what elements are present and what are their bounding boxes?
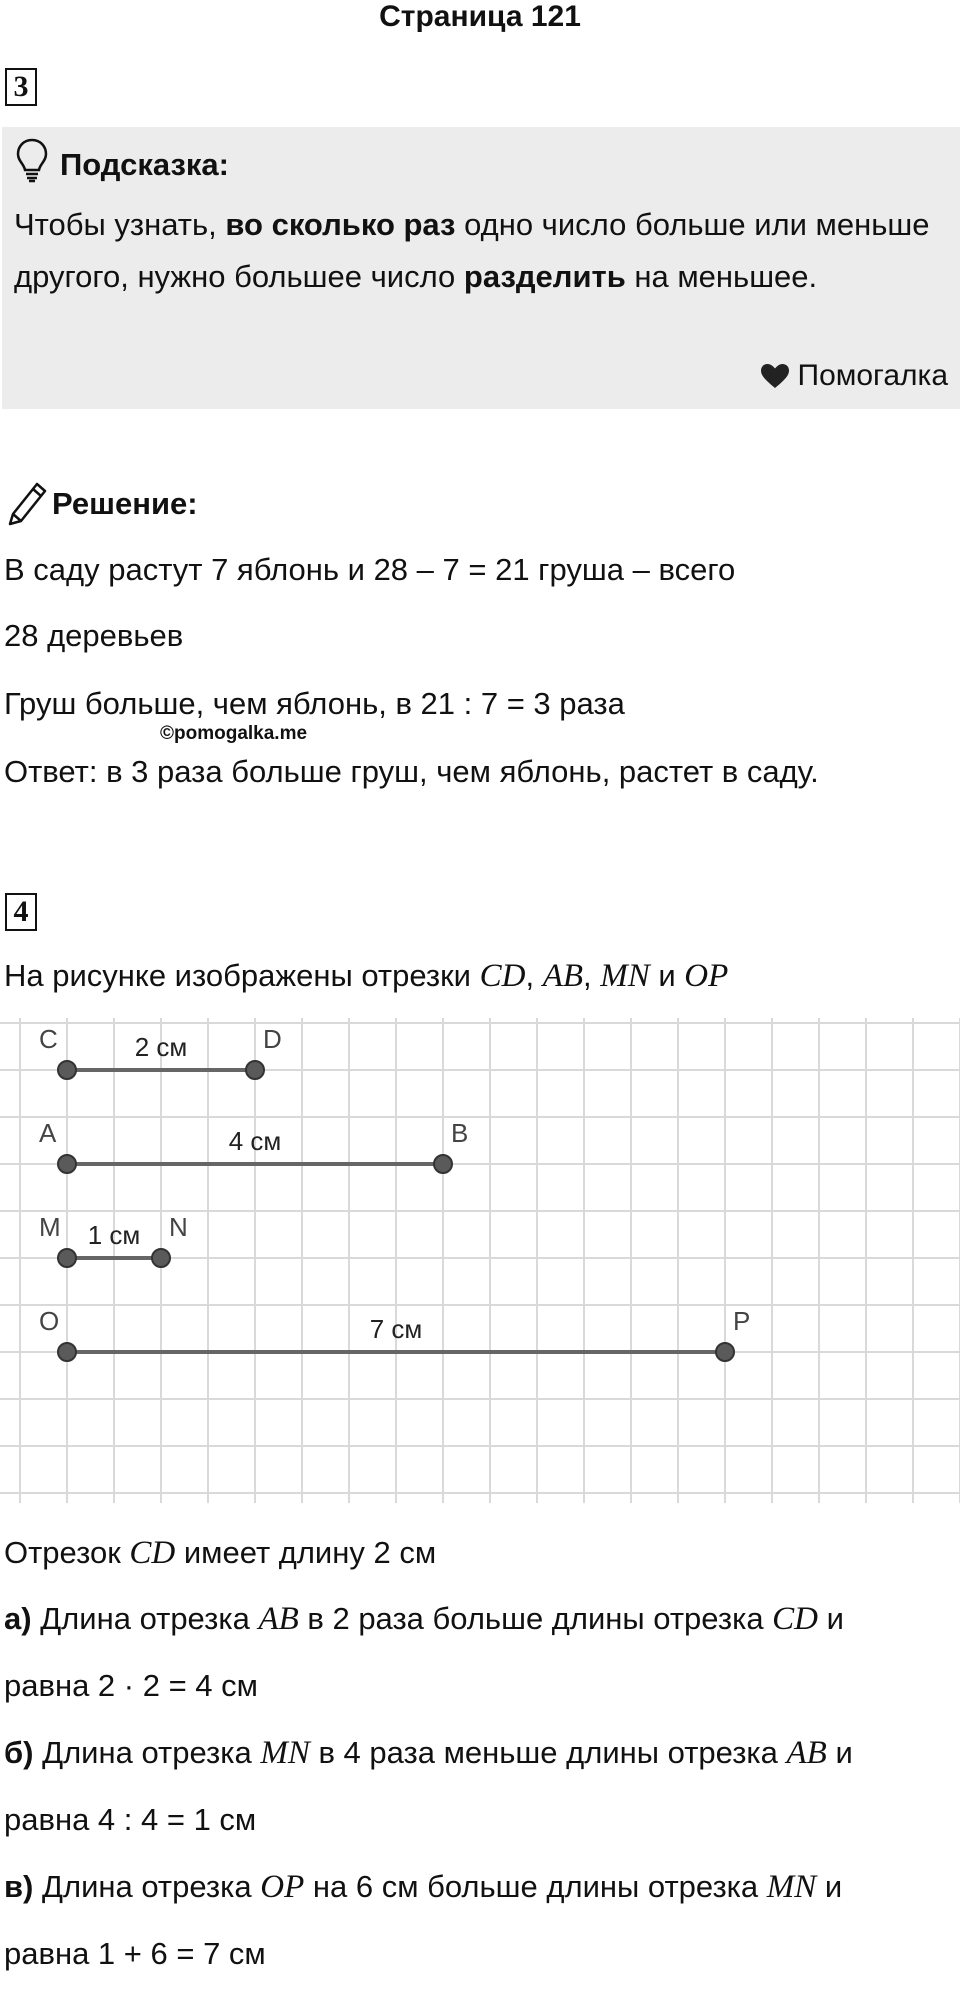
answer-line: Ответ: в 3 раза больше груш, чем яблонь, растет в саду.: [4, 754, 819, 789]
point-P: [716, 1343, 734, 1361]
item-c: в) Длина отрезка OP на 6 см больше длины отрезка MN и: [4, 1869, 843, 1905]
pencil-icon: [5, 478, 49, 526]
hint-bold-2: разделить: [463, 259, 626, 294]
item-a: а) Длина отрезка AB в 2 раза больше длины отрезка CD и: [4, 1601, 844, 1637]
point-label-B: B: [451, 1118, 469, 1148]
point-O: [58, 1343, 76, 1361]
item-a-line2: равна 2 · 2 = 4 см: [4, 1668, 258, 1703]
task-number-4: 4: [5, 893, 37, 931]
item-b-line2: равна 4 : 4 = 1 см: [4, 1802, 257, 1837]
lightbulb-icon: [14, 137, 50, 183]
point-B: [434, 1155, 452, 1173]
point-M: [58, 1249, 76, 1267]
point-label-D: D: [263, 1024, 282, 1054]
solution-line-1: В саду растут 7 яблонь и 28 – 7 = 21 груша – всего: [4, 552, 736, 587]
point-label-A: A: [39, 1118, 57, 1148]
statement-cd: Отрезок CD имеет длину 2 см: [4, 1535, 437, 1571]
point-label-O: O: [39, 1306, 60, 1336]
item-c-line2: равна 1 + 6 = 7 см: [4, 1936, 266, 1971]
length-label-AB: 4 см: [228, 1126, 282, 1156]
page-title: Страница 121: [379, 0, 581, 33]
point-C: [58, 1061, 76, 1079]
solution-line-2: 28 деревьев: [4, 618, 184, 653]
hint-box: [2, 127, 960, 409]
hint-title: Подсказка:: [60, 147, 229, 182]
point-label-N: N: [169, 1212, 188, 1242]
item-b: б) Длина отрезка MN в 4 раза меньше длины отрезка AB и: [4, 1735, 853, 1771]
point-N: [152, 1249, 170, 1267]
point-A: [58, 1155, 76, 1173]
hint-text: Чтобы узнать, во сколько раз одно число больше или меньше другого, нужно большее число разделить на меньшее.: [14, 207, 930, 294]
segments-figure: [0, 1018, 960, 1508]
heart-icon: [760, 363, 790, 389]
point-label-P: P: [733, 1306, 751, 1336]
watermark: ©pomogalka.me: [160, 723, 308, 744]
point-label-M: M: [39, 1212, 61, 1242]
point-label-C: C: [39, 1024, 58, 1054]
length-label-OP: 7 см: [369, 1314, 423, 1344]
brand-label: [760, 359, 949, 393]
task4-intro: На рисунке изображены отрезки CD, AB, MN и OP: [4, 958, 729, 994]
task-number-3: 3: [5, 68, 37, 106]
brand-text: Помогалка: [797, 359, 948, 392]
solution-line-3: Груш больше, чем яблонь, в 21 : 7 = 3 раза: [4, 686, 625, 721]
length-label-CD: 2 см: [134, 1032, 188, 1062]
point-D: [246, 1061, 264, 1079]
hint-bold-1: во сколько раз: [225, 207, 456, 242]
length-label-MN: 1 см: [87, 1220, 141, 1250]
solution-title: Решение:: [52, 486, 198, 521]
